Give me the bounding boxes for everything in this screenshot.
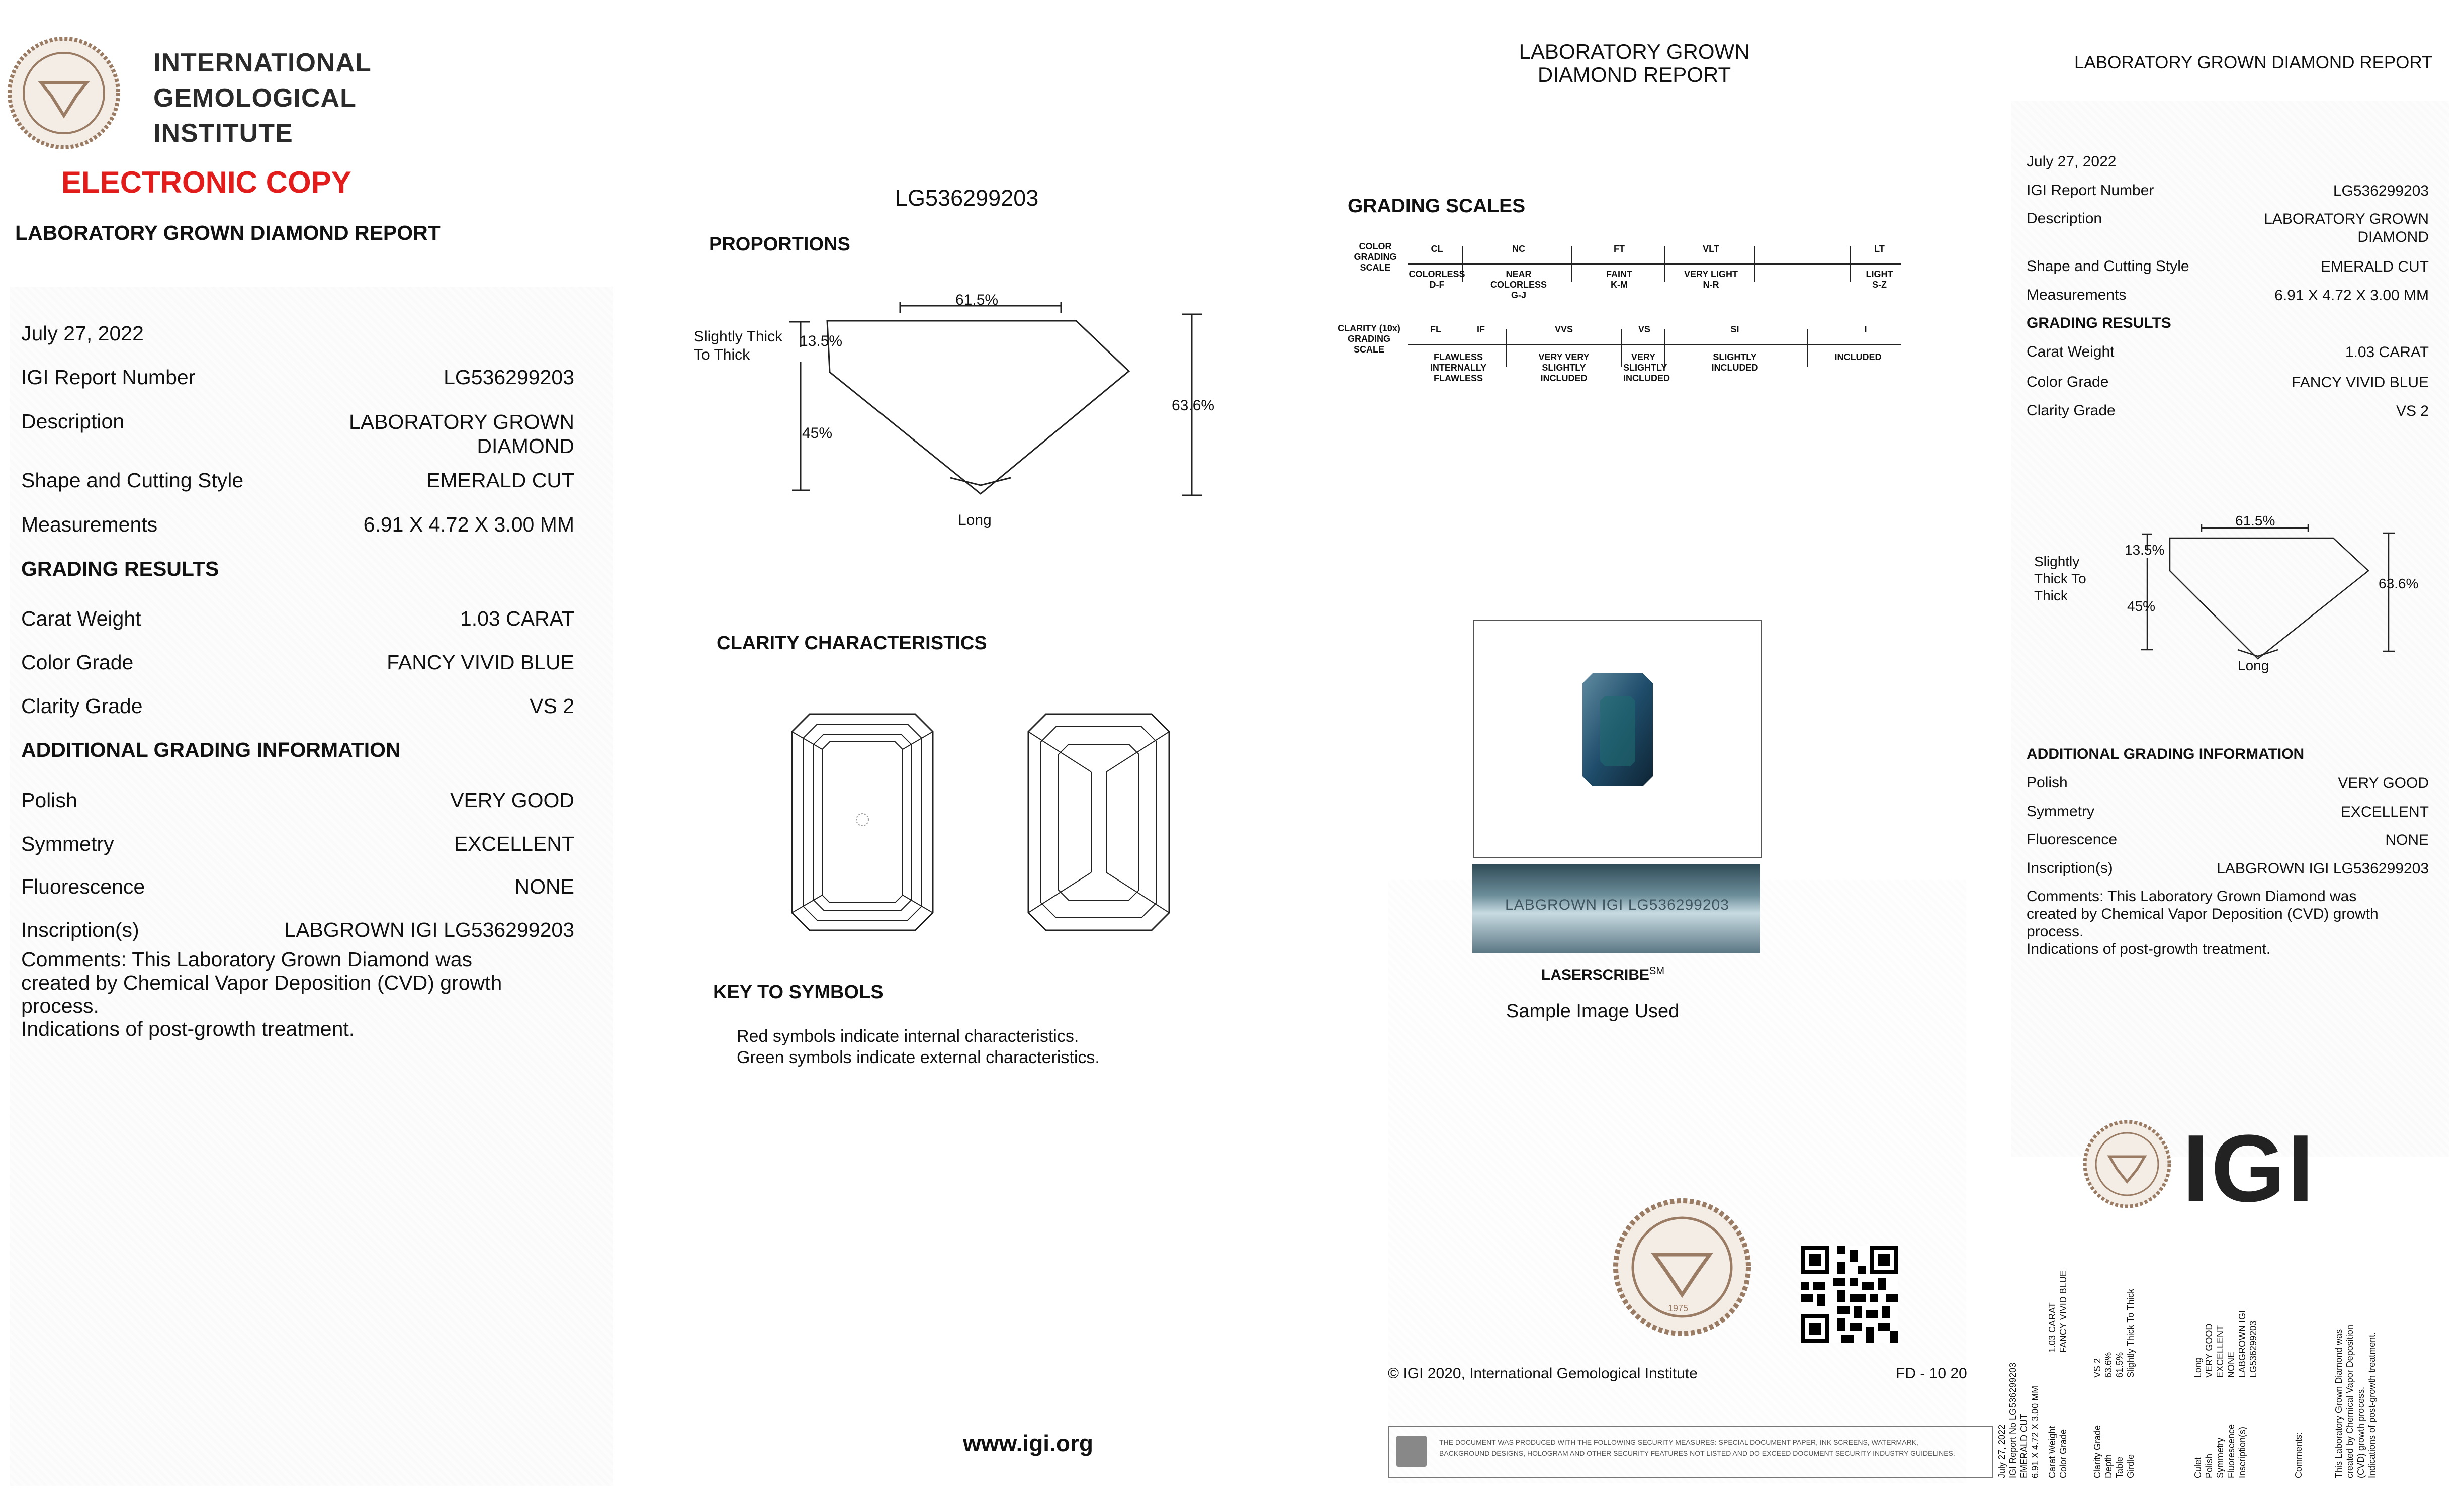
color-scale-label-2: GRADING <box>1354 252 1397 262</box>
report-title: LABORATORY GROWN DIAMOND REPORT <box>15 221 441 244</box>
girdle-label <box>694 328 782 364</box>
color-col-lt-desc <box>1856 269 1903 290</box>
qr-code[interactable] <box>1801 1246 1898 1343</box>
disclaimer-text <box>1439 1437 1977 1459</box>
color-col-vlt-desc <box>1669 269 1752 290</box>
right-comments-line-1: Comments: This Laboratory Grown Diamond was <box>2027 888 2357 905</box>
disclaimer-line-2: BACKGROUND DESIGNS, HOLOGRAM AND OTHER SECURITY FEATURES NOT LISTED AND DO EXCEED DOCUMENT SECURITY INDUSTRY GUIDELINES. <box>1439 1449 1955 1457</box>
shape-label: Shape and Cutting Style <box>21 469 244 492</box>
diamond-photo-frame <box>1473 620 1762 858</box>
clarity-characteristics-heading: CLARITY CHARACTERISTICS <box>717 633 987 654</box>
clarity-desc-3: INCLUDED <box>1540 373 1588 383</box>
color-col-cl <box>1413 244 1461 254</box>
clarity-desc-2: SLIGHTLY <box>1623 363 1667 373</box>
description-line-1: LABORATORY GROWN <box>348 410 574 433</box>
security-disclaimer <box>1388 1426 1993 1478</box>
clarity-desc-1: VERY VERY <box>1538 352 1590 362</box>
symmetry-label: Symmetry <box>21 832 114 855</box>
color-grading-scale <box>1333 236 1911 302</box>
depth-percent: 63.6% <box>1172 397 1215 414</box>
vertical-col-2: Carat Weight Color Grade <box>2047 1426 2068 1478</box>
disclaimer-line-1: THE DOCUMENT WAS PRODUCED WITH THE FOLLOWING SECURITY MEASURES: SPECIAL DOCUMENT PAPER, INK SCREENS, WATERMARK, <box>1439 1438 1918 1446</box>
right-description-line-2: DIAMOND <box>2357 229 2429 245</box>
color-value: FANCY VIVID BLUE <box>387 651 574 674</box>
right-date: July 27, 2022 <box>2027 153 2117 170</box>
color-desc-2: D-F <box>1429 280 1445 290</box>
right-report-number-value: LG536299203 <box>2333 183 2429 199</box>
color-code: NC <box>1512 244 1525 254</box>
right-proportions-diagram <box>2027 508 2439 689</box>
clarity-plot-crown <box>789 712 935 933</box>
color-desc-1: NEAR <box>1506 269 1532 279</box>
right-fluorescence-value: NONE <box>2385 832 2429 848</box>
color-desc-1: LIGHT <box>1866 269 1893 279</box>
girdle-line-2: To Thick <box>694 346 750 363</box>
right-igi-seal <box>2082 1119 2172 1209</box>
color-col-nc-desc <box>1471 269 1566 301</box>
laser-inscription-text: LABGROWN IGI LG536299203 <box>1505 897 1729 913</box>
right-comments-line-3: process. <box>2027 923 2084 940</box>
report-number-label: IGI Report Number <box>21 366 196 389</box>
measurements-value: 6.91 X 4.72 X 3.00 MM <box>363 513 574 536</box>
right-comments-line-2: created by Chemical Vapor Deposition (CVD) growth <box>2027 906 2379 922</box>
color-desc-2: K-M <box>1611 280 1628 290</box>
clarity-desc-2: SLIGHTLY <box>1542 363 1586 373</box>
center-report-number: LG536299203 <box>895 185 1039 211</box>
color-col-nc <box>1471 244 1566 254</box>
inscription-label: Inscription(s) <box>21 918 139 941</box>
right-girdle-line-3: Thick <box>2034 588 2068 603</box>
sample-image-label: Sample Image Used <box>1506 1001 1680 1022</box>
clarity-desc-3: INCLUDED <box>1623 373 1670 383</box>
clarity-label: Clarity Grade <box>21 694 143 718</box>
right-carat-value: 1.03 CARAT <box>2345 344 2429 361</box>
middle-head-line-2: DIAMOND REPORT <box>1537 63 1731 86</box>
right-girdle-label <box>2034 553 2086 604</box>
clarity-desc-3: FLAWLESS <box>1434 373 1483 383</box>
vertical-col-8: Comments: <box>2294 1432 2304 1478</box>
color-desc-1: FAINT <box>1606 269 1632 279</box>
color-label: Color Grade <box>21 651 134 674</box>
symmetry-value: EXCELLENT <box>454 832 574 855</box>
color-desc-3: G-J <box>1511 290 1526 300</box>
shape-value: EMERALD CUT <box>426 469 574 492</box>
clarity-code-vvs: VVS <box>1554 324 1573 334</box>
color-desc-1: VERY LIGHT <box>1684 269 1738 279</box>
right-additional-heading: ADDITIONAL GRADING INFORMATION <box>2027 746 2305 762</box>
clarity-code-if: IF <box>1477 324 1485 334</box>
clarity-desc-1: FLAWLESS <box>1434 352 1483 362</box>
color-scale-label-3: SCALE <box>1360 262 1391 273</box>
grading-scales-heading: GRADING SCALES <box>1348 195 1526 217</box>
clarity-desc-1: VERY <box>1631 352 1656 362</box>
right-polish-value: VERY GOOD <box>2338 775 2429 791</box>
right-shape-label: Shape and Cutting Style <box>2027 258 2189 275</box>
color-desc-2: N-R <box>1703 280 1719 290</box>
form-code: FD - 10 20 <box>1896 1365 1967 1382</box>
proportions-diagram <box>689 282 1242 543</box>
institute-name <box>153 45 372 151</box>
inscription-value: LABGROWN IGI LG536299203 <box>284 918 574 941</box>
right-inscription-label: Inscription(s) <box>2027 860 2113 876</box>
grading-results-heading: GRADING RESULTS <box>21 557 219 580</box>
comments-line-4: Indications of post-growth treatment. <box>21 1017 355 1040</box>
copyright: © IGI 2020, International Gemological Institute <box>1388 1365 1698 1382</box>
report-number-value: LG536299203 <box>444 366 574 389</box>
right-color-label: Color Grade <box>2027 374 2109 390</box>
right-report-number-label: IGI Report Number <box>2027 182 2154 199</box>
clarity-code-vs: VS <box>1638 324 1650 334</box>
right-shape-value: EMERALD CUT <box>2320 258 2429 275</box>
color-col-vlt <box>1669 244 1752 254</box>
vertical-col-5: VS 2 63.6% 61.5% Slightly Thick To Thick <box>2092 1288 2136 1378</box>
laserscribe-text: LASERSCRIBE <box>1541 966 1650 983</box>
right-measurements-label: Measurements <box>2027 287 2127 303</box>
right-polish-label: Polish <box>2027 774 2068 791</box>
description-value <box>349 410 574 458</box>
clarity-scale-label-3: SCALE <box>1353 344 1384 355</box>
laser-inscription-photo <box>1472 864 1760 953</box>
key-line-1: Red symbols indicate internal characteristics. <box>737 1027 1079 1046</box>
color-scale-label-1: COLOR <box>1359 241 1392 251</box>
clarity-desc-1: SLIGHTLY <box>1713 352 1757 362</box>
clarity-value: VS 2 <box>530 694 574 718</box>
vertical-summary <box>1991 1252 2434 1483</box>
measurements-label: Measurements <box>21 513 158 536</box>
color-scale-label <box>1348 241 1403 273</box>
right-description-label: Description <box>2027 210 2102 227</box>
laserscribe-label <box>1541 965 1664 984</box>
brand-line-1: INTERNATIONAL <box>153 48 372 77</box>
right-symmetry-value: EXCELLENT <box>2340 804 2429 820</box>
igi-wordmark: IGI <box>2182 1115 2316 1222</box>
igi-seal-logo <box>6 35 122 151</box>
website-link[interactable]: www.igi.org <box>963 1430 1093 1456</box>
clarity-code-fl: FL <box>1430 324 1441 334</box>
clarity-code-i: I <box>1864 324 1867 334</box>
clarity-desc-1: INCLUDED <box>1834 352 1882 362</box>
key-line-2: Green symbols indicate external characteristics. <box>737 1048 1100 1067</box>
polish-value: VERY GOOD <box>450 788 574 812</box>
comments-line-3: process. <box>21 994 99 1017</box>
color-col-ft-desc <box>1576 269 1662 290</box>
right-color-value: FANCY VIVID BLUE <box>2292 374 2429 391</box>
clarity-desc-si <box>1685 352 1785 373</box>
clarity-desc-vs <box>1623 352 1670 384</box>
middle-report-heading <box>1504 40 1765 86</box>
polish-label: Polish <box>21 788 77 812</box>
girdle-line-1: Slightly Thick <box>694 328 783 345</box>
color-col-cl-desc <box>1408 269 1466 290</box>
right-table-percent: 61.5% <box>2235 513 2275 529</box>
clarity-scale-label <box>1333 323 1405 355</box>
vertical-col-6: Culet Polish Symmetry Fluorescence Inscription(s) <box>2193 1424 2247 1478</box>
right-comments <box>2027 888 2429 958</box>
laserscribe-sup: SM <box>1649 965 1665 977</box>
color-desc-2: S-Z <box>1872 280 1887 290</box>
vertical-col-9: This Laboratory Grown Diamond was created by Chemical Vapor Deposition (CVD) growth process. Indications of post-growth treatment. <box>2334 1325 2377 1478</box>
right-carat-label: Carat Weight <box>2027 343 2115 360</box>
electronic-copy-label: ELECTRONIC COPY <box>61 165 351 199</box>
middle-watermark-pattern <box>1388 880 1966 1483</box>
right-report-heading: LABORATORY GROWN DIAMOND REPORT <box>2074 53 2433 72</box>
right-fluorescence-label: Fluorescence <box>2027 831 2118 848</box>
middle-head-line-1: LABORATORY GROWN <box>1519 40 1750 63</box>
right-depth-percent: 63.6% <box>2379 576 2419 591</box>
document-lock-icon <box>1396 1436 1427 1467</box>
color-col-ft <box>1576 244 1662 254</box>
key-to-symbols-heading: KEY TO SYMBOLS <box>713 982 884 1003</box>
clarity-grading-scale <box>1333 319 1911 390</box>
comments-line-1: Comments: This Laboratory Grown Diamond was <box>21 948 473 971</box>
pavilion-percent: 45% <box>802 425 833 442</box>
additional-info-heading: ADDITIONAL GRADING INFORMATION <box>21 738 401 761</box>
vertical-col-1: July 27, 2022 IGI Report No LG536299203 EMERALD CUT 6.91 X 4.72 X 3.00 MM <box>1997 1362 2040 1478</box>
color-code: FT <box>1614 244 1625 254</box>
culet-label: Long <box>958 512 992 529</box>
comments-line-2: created by Chemical Vapor Deposition (CVD) growth <box>21 971 502 994</box>
right-grading-results-heading: GRADING RESULTS <box>2027 315 2171 331</box>
igi-seal-large <box>1612 1197 1752 1338</box>
clarity-code-si: SI <box>1730 324 1739 334</box>
right-pavilion-percent: 45% <box>2127 598 2156 614</box>
right-girdle-line-1: Slightly <box>2034 554 2080 569</box>
clarity-scale-label-1: CLARITY (10x) <box>1338 323 1400 333</box>
color-code: CL <box>1431 244 1443 254</box>
vertical-col-4: Clarity Grade Depth Table Girdle <box>2092 1425 2136 1478</box>
fluorescence-value: NONE <box>514 875 574 898</box>
brand-line-3: INSTITUTE <box>153 119 293 148</box>
clarity-scale-label-2: GRADING <box>1348 334 1390 344</box>
vertical-col-3: 1.03 CARAT FANCY VIVID BLUE <box>2047 1270 2068 1353</box>
clarity-desc-fl-if <box>1416 352 1501 384</box>
diamond-photo <box>1474 621 1761 857</box>
seal-year: 1975 <box>1668 1303 1689 1313</box>
table-percent: 61.5% <box>955 292 999 308</box>
description-line-2: DIAMOND <box>477 434 574 458</box>
carat-label: Carat Weight <box>21 607 141 630</box>
clarity-desc-i <box>1815 352 1901 363</box>
clarity-desc-2: INTERNALLY <box>1430 363 1487 373</box>
right-measurements-value: 6.91 X 4.72 X 3.00 MM <box>2274 287 2429 304</box>
key-to-symbols-text <box>737 1026 1100 1068</box>
proportions-heading: PROPORTIONS <box>709 234 850 255</box>
color-desc-1: COLORLESS <box>1409 269 1465 279</box>
right-inscription-value: LABGROWN IGI LG536299203 <box>2217 860 2429 877</box>
crown-percent: 13.5% <box>800 333 843 349</box>
right-description-value <box>2264 210 2429 246</box>
right-clarity-value: VS 2 <box>2396 403 2429 419</box>
color-code: VLT <box>1703 244 1719 254</box>
carat-value: 1.03 CARAT <box>460 607 574 630</box>
report-date: July 27, 2022 <box>21 322 144 345</box>
vertical-col-7: Long VERY GOOD EXCELLENT NONE LABGROWN IGI LG536299203 <box>2193 1310 2258 1378</box>
color-code: LT <box>1874 244 1885 254</box>
clarity-desc-2: INCLUDED <box>1711 363 1758 373</box>
right-clarity-label: Clarity Grade <box>2027 402 2116 419</box>
right-symmetry-label: Symmetry <box>2027 803 2094 820</box>
color-col-lt <box>1856 244 1903 254</box>
right-comments-line-4: Indications of post-growth treatment. <box>2027 941 2271 957</box>
color-desc-2: COLORLESS <box>1490 280 1547 290</box>
right-girdle-line-2: Thick To <box>2034 571 2086 586</box>
brand-line-2: GEMOLOGICAL <box>153 83 357 113</box>
clarity-desc-vvs <box>1511 352 1617 384</box>
description-label: Description <box>21 410 125 433</box>
clarity-plot-pavilion <box>1026 712 1172 933</box>
right-crown-percent: 13.5% <box>2125 542 2165 558</box>
right-culet-label: Long <box>2238 658 2269 673</box>
fluorescence-label: Fluorescence <box>21 875 145 898</box>
comments <box>21 948 599 1040</box>
right-description-line-1: LABORATORY GROWN <box>2264 211 2429 227</box>
